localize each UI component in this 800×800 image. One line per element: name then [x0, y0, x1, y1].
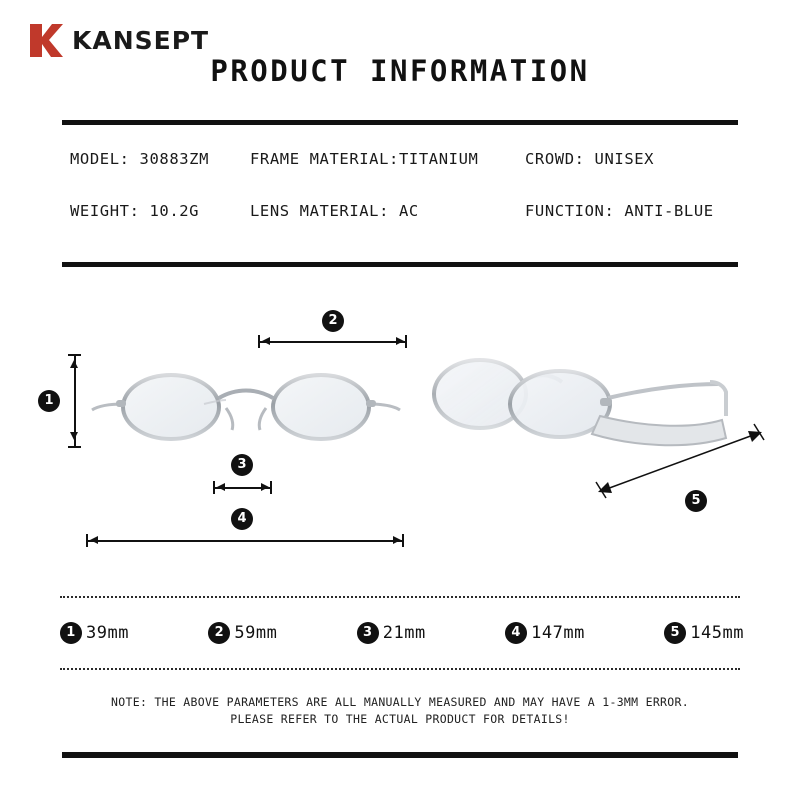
legend-value-5: 145mm	[690, 623, 744, 643]
spec-function: FUNCTION: ANTI-BLUE	[525, 202, 714, 220]
legend-value-1: 39mm	[86, 623, 129, 643]
spec-weight: WEIGHT: 10.2G	[70, 202, 200, 220]
callout-badge-1: 1	[38, 390, 60, 412]
dim-line-2	[258, 341, 406, 343]
divider-footer	[62, 752, 738, 758]
legend-badge-5: 5	[664, 622, 686, 644]
callout-badge-4: 4	[231, 508, 253, 530]
dim-tick-1-top	[68, 354, 81, 356]
dim-arrow-2-right	[396, 337, 404, 345]
dim-arrow-4-right	[393, 536, 401, 544]
legend-badge-3: 3	[357, 622, 379, 644]
divider-middle	[62, 262, 738, 267]
legend-value-4: 147mm	[531, 623, 585, 643]
dim-line-5	[590, 420, 770, 500]
legend-item	[664, 622, 744, 644]
legend-item	[357, 622, 426, 644]
divider-top	[62, 120, 738, 125]
note-line-2: PLEASE REFER TO THE ACTUAL PRODUCT FOR DETAILS!	[230, 712, 570, 726]
legend-item	[505, 622, 585, 644]
legend-divider-bottom	[60, 668, 740, 670]
dim-tick-2-right	[405, 335, 407, 348]
measurement-legend	[60, 622, 744, 644]
spec-lens-material: LENS MATERIAL: AC	[250, 202, 419, 220]
callout-badge-2: 2	[322, 310, 344, 332]
dim-arrow-4-left	[90, 536, 98, 544]
spec-frame-material: FRAME MATERIAL:TITANIUM	[250, 150, 479, 168]
dim-tick-2-left	[258, 335, 260, 348]
note-block	[0, 694, 800, 728]
dim-arrow-2-left	[262, 337, 270, 345]
legend-badge-4: 4	[505, 622, 527, 644]
spec-grid	[70, 150, 740, 254]
dim-line-4	[86, 540, 404, 542]
dim-tick-3-right	[270, 481, 272, 494]
page-title: PRODUCT INFORMATION	[210, 54, 590, 88]
dim-arrow-1-down	[70, 432, 78, 440]
legend-badge-1: 1	[60, 622, 82, 644]
dim-tick-3-left	[213, 481, 215, 494]
callout-badge-5: 5	[685, 490, 707, 512]
callout-badge-3: 3	[231, 454, 253, 476]
glasses-front-view-image	[86, 352, 406, 462]
product-dimension-diagram	[0, 280, 800, 580]
legend-badge-2: 2	[208, 622, 230, 644]
dim-arrow-3-left	[217, 483, 225, 491]
legend-item	[60, 622, 129, 644]
legend-item	[208, 622, 277, 644]
dim-arrow-1-up	[70, 360, 78, 368]
note-line-1: NOTE: THE ABOVE PARAMETERS ARE ALL MANUALLY MEASURED AND MAY HAVE A 1-3MM ERROR.	[111, 695, 689, 709]
dim-tick-4-left	[86, 534, 88, 547]
spec-crowd: CROWD: UNISEX	[525, 150, 655, 168]
spec-model: MODEL: 30883ZM	[70, 150, 210, 168]
legend-value-3: 21mm	[382, 623, 426, 643]
dim-tick-4-right	[402, 534, 404, 547]
legend-divider-top	[60, 596, 740, 598]
legend-value-2: 59mm	[234, 623, 278, 643]
dim-tick-1-bottom	[68, 446, 81, 448]
dim-arrow-3-right	[261, 483, 269, 491]
brand-name: KANSEPT	[72, 25, 210, 55]
